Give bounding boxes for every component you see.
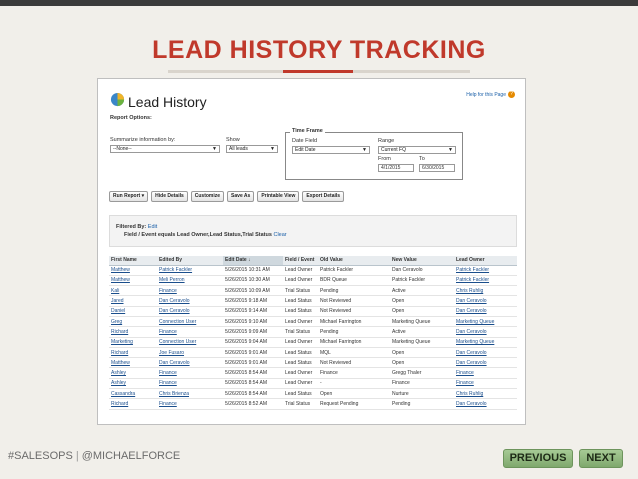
table-cell: Lead Owner xyxy=(283,265,318,275)
table-row xyxy=(109,306,517,316)
next-button[interactable]: NEXT xyxy=(579,449,623,468)
help-icon: ? xyxy=(508,91,515,98)
table-cell: Michael Farrington xyxy=(318,316,390,326)
table-cell: Open xyxy=(390,358,454,368)
chevron-down-icon: ▼ xyxy=(212,146,217,152)
filtered-by-label: Filtered By: xyxy=(116,224,147,230)
table-cell: Patrick Fackler xyxy=(318,265,390,275)
table-cell[interactable]: Finance xyxy=(454,378,517,388)
table-cell: 5/26/2015 10:31 AM xyxy=(223,265,283,275)
table-cell: Marketing Queue xyxy=(390,316,454,326)
filter-criteria-line xyxy=(124,232,287,238)
summarize-select[interactable] xyxy=(110,145,220,153)
table-cell[interactable]: Chris Brienza xyxy=(157,389,223,399)
table-cell[interactable]: Finance xyxy=(454,368,517,378)
table-cell[interactable]: Connection User xyxy=(157,337,223,347)
page-title: Lead History xyxy=(128,94,207,110)
summarize-label: Summarize information by: xyxy=(110,137,176,143)
table-cell: Open xyxy=(318,389,390,399)
table-cell[interactable]: Richard xyxy=(109,327,157,337)
table-cell[interactable]: Marketing Queue xyxy=(454,337,517,347)
table-cell: Not Reviewed xyxy=(318,306,390,316)
printable-view-button[interactable]: Printable View xyxy=(257,191,299,202)
table-cell[interactable]: Richard xyxy=(109,347,157,357)
footer-hashtag xyxy=(8,450,180,462)
table-cell[interactable]: Marketing xyxy=(109,337,157,347)
table-cell[interactable]: Finance xyxy=(157,378,223,388)
column-header[interactable]: New Value xyxy=(390,256,454,265)
table-cell: Not Reviewed xyxy=(318,296,390,306)
column-header-sorted[interactable] xyxy=(223,256,283,265)
table-cell[interactable]: Jared xyxy=(109,296,157,306)
table-cell: 5/26/2015 9:14 AM xyxy=(223,306,283,316)
table-cell[interactable]: Dan Ceravolo xyxy=(157,296,223,306)
table-cell[interactable]: Joe Fusaro xyxy=(157,347,223,357)
table-cell: BDR Queue xyxy=(318,275,390,285)
table-row xyxy=(109,316,517,326)
from-date-input[interactable]: 4/1/2015 xyxy=(378,164,414,172)
date-field-value: Edit Date xyxy=(295,147,316,153)
table-cell: Lead Status xyxy=(283,358,318,368)
table-row xyxy=(109,378,517,388)
show-value: All leads xyxy=(229,146,248,152)
customize-button[interactable]: Customize xyxy=(191,191,224,202)
column-header[interactable]: Edited By xyxy=(157,256,223,265)
table-row xyxy=(109,368,517,378)
filtered-by-line xyxy=(116,224,157,230)
time-frame-legend: Time Frame xyxy=(292,128,323,134)
table-row xyxy=(109,286,517,296)
chevron-down-icon: ▾ xyxy=(141,193,145,199)
handle-text: @MICHAELFORCE xyxy=(81,450,181,462)
table-cell[interactable]: Cassandra xyxy=(109,389,157,399)
export-details-button[interactable]: Export Details xyxy=(302,191,344,202)
table-cell: 5/26/2015 10:09 AM xyxy=(223,286,283,296)
report-toolbar xyxy=(109,191,344,203)
table-row xyxy=(109,265,517,275)
table-row xyxy=(109,296,517,306)
table-cell: Pending xyxy=(318,286,390,296)
table-cell: 5/26/2015 9:01 AM xyxy=(223,347,283,357)
hide-details-button[interactable]: Hide Details xyxy=(151,191,188,202)
lead-history-icon xyxy=(110,92,125,107)
table-cell[interactable]: Dan Ceravolo xyxy=(157,306,223,316)
table-cell[interactable]: Ashley xyxy=(109,378,157,388)
table-cell: Trial Status xyxy=(283,399,318,409)
table-cell[interactable]: Patrick Fackler xyxy=(454,265,517,275)
table-cell: Lead Owner xyxy=(283,378,318,388)
table-cell[interactable]: Marketing Queue xyxy=(454,316,517,326)
table-cell: 5/26/2015 9:01 AM xyxy=(223,358,283,368)
table-cell: Open xyxy=(390,306,454,316)
table-cell[interactable]: Connection User xyxy=(157,316,223,326)
to-label: To xyxy=(419,156,425,162)
table-cell[interactable]: Daniel xyxy=(109,306,157,316)
table-cell: Dan Ceravolo xyxy=(390,265,454,275)
table-cell[interactable]: Finance xyxy=(157,327,223,337)
range-label: Range xyxy=(378,138,395,144)
from-label: From xyxy=(378,156,391,162)
chevron-down-icon: ▼ xyxy=(448,147,453,153)
save-as-button[interactable]: Save As xyxy=(227,191,254,202)
table-cell: Pending xyxy=(318,327,390,337)
table-cell: 5/26/2015 8:54 AM xyxy=(223,378,283,388)
table-cell[interactable]: Richard xyxy=(109,399,157,409)
show-select[interactable] xyxy=(226,145,278,153)
table-cell[interactable]: Finance xyxy=(157,399,223,409)
table-row xyxy=(109,389,517,399)
table-cell[interactable]: Finance xyxy=(157,286,223,296)
table-cell[interactable]: Dan Ceravolo xyxy=(454,327,517,337)
lead-history-table xyxy=(109,256,517,410)
table-cell[interactable]: Greg xyxy=(109,316,157,326)
table-cell: Gregg Thaler xyxy=(390,368,454,378)
table-cell: Lead Status xyxy=(283,347,318,357)
table-cell: Open xyxy=(390,296,454,306)
run-report-label: Run Report xyxy=(113,193,141,199)
table-cell: Michael Farrington xyxy=(318,337,390,347)
table-cell[interactable]: Chris Ruhlig xyxy=(454,389,517,399)
table-cell[interactable]: Kali xyxy=(109,286,157,296)
hashtag-text: #SALESOPS xyxy=(8,450,73,462)
table-cell: Active xyxy=(390,327,454,337)
help-link[interactable] xyxy=(466,91,515,98)
table-cell: Open xyxy=(390,347,454,357)
table-cell: Not Reviewed xyxy=(318,358,390,368)
table-header-row xyxy=(109,256,517,265)
table-cell[interactable]: Finance xyxy=(157,368,223,378)
table-cell[interactable]: Dan Ceravolo xyxy=(157,358,223,368)
run-report-button[interactable] xyxy=(109,191,148,202)
table-cell: Lead Owner xyxy=(283,337,318,347)
table-cell: Lead Status xyxy=(283,296,318,306)
table-cell: MQL xyxy=(318,347,390,357)
table-cell[interactable]: Dan Ceravolo xyxy=(454,347,517,357)
table-cell[interactable]: Chris Ruhlig xyxy=(454,286,517,296)
table-cell[interactable]: Matthew xyxy=(109,358,157,368)
table-cell: Lead Status xyxy=(283,389,318,399)
table-cell: 5/26/2015 9:09 AM xyxy=(223,327,283,337)
table-cell[interactable]: Dan Ceravolo xyxy=(454,358,517,368)
previous-button[interactable]: PREVIOUS xyxy=(503,449,573,468)
filter-criteria: Field / Event equals Lead Owner,Lead Status,Trial Status xyxy=(124,232,272,238)
report-screenshot xyxy=(97,78,526,425)
title-divider-accent xyxy=(283,70,353,73)
table-cell: Trial Status xyxy=(283,327,318,337)
show-label: Show xyxy=(226,137,240,143)
footer-separator: | xyxy=(75,450,79,462)
table-cell: Active xyxy=(390,286,454,296)
table-cell[interactable]: Dan Ceravolo xyxy=(454,399,517,409)
filter-clear-link[interactable]: Clear xyxy=(273,232,287,238)
table-cell[interactable]: Dan Ceravolo xyxy=(454,296,517,306)
table-cell[interactable]: Dan Ceravolo xyxy=(454,306,517,316)
table-cell: 5/26/2015 8:52 AM xyxy=(223,399,283,409)
time-frame-group xyxy=(285,128,463,180)
top-bar xyxy=(0,0,638,6)
slide-title: LEAD HISTORY TRACKING xyxy=(152,36,486,64)
table-row xyxy=(109,399,517,409)
chevron-down-icon: ▼ xyxy=(362,147,367,153)
table-cell: Patrick Fackler xyxy=(390,275,454,285)
chevron-down-icon: ▼ xyxy=(270,146,275,152)
table-cell: Finance xyxy=(318,368,390,378)
to-date-input[interactable]: 6/30/2015 xyxy=(419,164,455,172)
filter-summary xyxy=(109,215,517,247)
table-cell: Lead Status xyxy=(283,306,318,316)
column-header-label: Edit Date xyxy=(225,257,247,264)
table-cell[interactable]: Meli Perron xyxy=(157,275,223,285)
range-value: Current FQ xyxy=(381,147,407,153)
sort-arrow-icon: ↓ xyxy=(248,257,251,264)
table-cell: 5/26/2015 9:18 AM xyxy=(223,296,283,306)
table-cell: 5/26/2015 8:54 AM xyxy=(223,368,283,378)
table-cell: Marketing Queue xyxy=(390,337,454,347)
column-header[interactable]: Lead Owner xyxy=(454,256,517,265)
table-cell: 5/26/2015 9:04 AM xyxy=(223,337,283,347)
range-select[interactable] xyxy=(378,146,456,154)
table-row xyxy=(109,358,517,368)
table-cell: Pending xyxy=(390,399,454,409)
title-divider xyxy=(168,70,470,73)
date-field-label: Date Field xyxy=(292,138,318,144)
table-cell[interactable]: Matthew xyxy=(109,275,157,285)
table-row xyxy=(109,275,517,285)
filter-edit-link[interactable]: Edit xyxy=(147,224,158,230)
table-row xyxy=(109,327,517,337)
summarize-value: --None-- xyxy=(113,146,132,152)
column-header[interactable]: Field / Event xyxy=(283,256,318,265)
date-field-select[interactable] xyxy=(292,146,370,154)
table-row xyxy=(109,347,517,357)
column-header[interactable]: First Name xyxy=(109,256,157,265)
table-cell: Nurture xyxy=(390,389,454,399)
table-cell[interactable]: Patrick Fackler xyxy=(157,265,223,275)
table-cell: Request Pending xyxy=(318,399,390,409)
column-header[interactable]: Old Value xyxy=(318,256,390,265)
report-options-label: Report Options: xyxy=(110,115,152,121)
table-cell: 5/26/2015 8:54 AM xyxy=(223,389,283,399)
table-cell: 5/26/2015 9:10 AM xyxy=(223,316,283,326)
table-cell: 5/26/2015 10:30 AM xyxy=(223,275,283,285)
table-row xyxy=(109,337,517,347)
table-cell[interactable]: Matthew xyxy=(109,265,157,275)
table-cell[interactable]: Patrick Fackler xyxy=(454,275,517,285)
table-cell: Lead Owner xyxy=(283,316,318,326)
table-cell: - xyxy=(318,378,390,388)
table-cell: Lead Owner xyxy=(283,368,318,378)
table-cell: Trial Status xyxy=(283,286,318,296)
help-link-label: Help for this Page xyxy=(466,91,506,98)
table-cell: Finance xyxy=(390,378,454,388)
table-cell[interactable]: Ashley xyxy=(109,368,157,378)
table-cell: Lead Owner xyxy=(283,275,318,285)
